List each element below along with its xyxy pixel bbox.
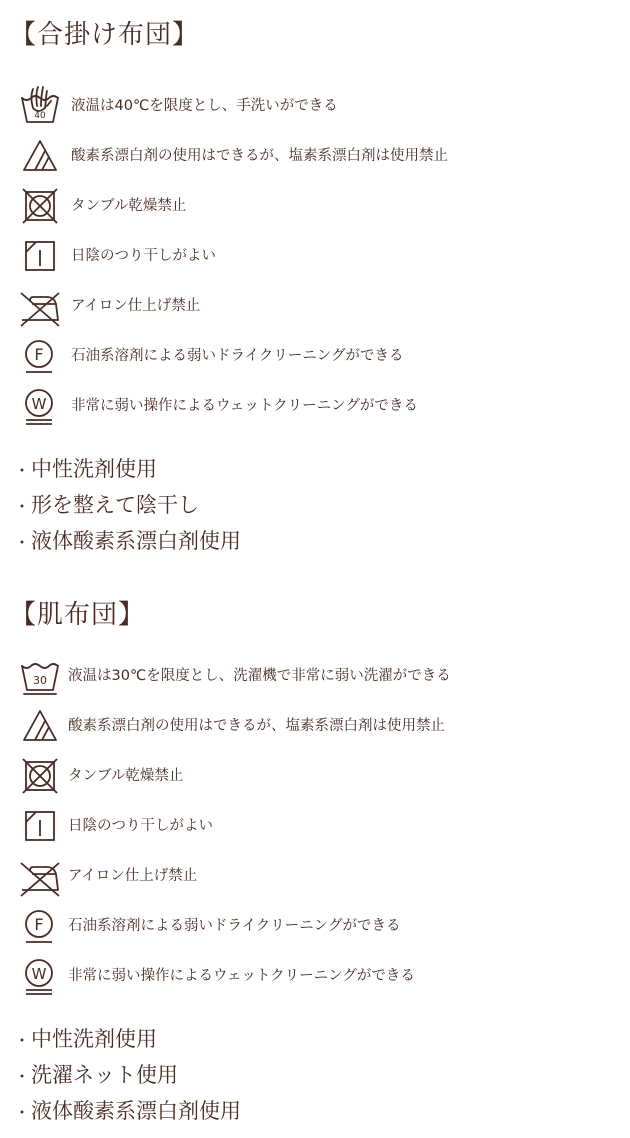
care-text: アイロン仕上げ禁止 bbox=[68, 868, 198, 884]
no-tumble-dry-icon bbox=[18, 754, 62, 798]
care-text: 日陰のつり干しがよい bbox=[71, 248, 216, 264]
care-row bbox=[0, 902, 630, 950]
section-title: 【合掛け布団】 bbox=[10, 20, 200, 50]
petroleum-dry-clean-icon bbox=[18, 334, 62, 378]
note-text: 液体酸素系漂白剤使用 bbox=[31, 529, 241, 553]
oxygen-bleach-icon bbox=[18, 704, 62, 748]
care-row bbox=[0, 132, 630, 180]
care-row bbox=[0, 852, 630, 900]
care-row bbox=[0, 652, 630, 700]
wet-clean-icon bbox=[18, 954, 62, 998]
machine-wash-icon bbox=[18, 654, 62, 698]
shade-line-dry-icon bbox=[18, 804, 62, 848]
care-text: 液温は30℃を限度とし、洗濯機で非常に弱い洗濯ができる bbox=[68, 668, 451, 684]
care-row bbox=[0, 332, 630, 380]
care-text: 石油系溶剤による弱いドライクリーニングができる bbox=[68, 918, 401, 934]
bullet-icon: ・ bbox=[14, 1067, 31, 1086]
hand-wash-temp: 40 bbox=[34, 111, 46, 121]
care-text: 酸素系漂白剤の使用はできるが、塩素系漂白剤は使用禁止 bbox=[71, 148, 448, 164]
wet-clean-letter: W bbox=[31, 395, 47, 413]
care-text: 非常に弱い操作によるウェットクリーニングができる bbox=[71, 398, 418, 414]
bullet-icon: ・ bbox=[14, 533, 31, 552]
note-item bbox=[14, 1058, 178, 1092]
dry-clean-letter: F bbox=[34, 345, 44, 364]
wet-clean-icon bbox=[18, 384, 62, 428]
care-row bbox=[0, 182, 630, 230]
note-item bbox=[14, 452, 157, 486]
bullet-icon: ・ bbox=[14, 1103, 31, 1122]
no-iron-icon bbox=[18, 284, 62, 328]
care-text: タンブル乾燥禁止 bbox=[68, 768, 184, 784]
care-row bbox=[0, 802, 630, 850]
care-text: 石油系溶剤による弱いドライクリーニングができる bbox=[71, 348, 404, 364]
oxygen-bleach-icon bbox=[18, 134, 62, 178]
care-row bbox=[0, 232, 630, 280]
note-item bbox=[14, 1094, 241, 1128]
no-tumble-dry-icon bbox=[18, 184, 62, 228]
care-row bbox=[0, 282, 630, 330]
no-iron-icon bbox=[18, 854, 62, 898]
care-text: 非常に弱い操作によるウェットクリーニングができる bbox=[68, 968, 415, 984]
note-item bbox=[14, 1022, 157, 1056]
wet-clean-letter: W bbox=[31, 965, 47, 983]
section-title: 【肌布団】 bbox=[10, 600, 146, 630]
shade-line-dry-icon bbox=[18, 234, 62, 278]
care-text: 液温は40℃を限度とし、手洗いができる bbox=[71, 98, 338, 114]
care-row bbox=[0, 382, 630, 430]
bullet-icon: ・ bbox=[14, 497, 31, 516]
care-text: タンブル乾燥禁止 bbox=[71, 198, 187, 214]
dry-clean-letter: F bbox=[34, 915, 44, 934]
care-text: アイロン仕上げ禁止 bbox=[71, 298, 201, 314]
hand-wash-icon bbox=[18, 84, 62, 128]
care-row bbox=[0, 952, 630, 1000]
care-text: 酸素系漂白剤の使用はできるが、塩素系漂白剤は使用禁止 bbox=[68, 718, 445, 734]
care-text: 日陰のつり干しがよい bbox=[68, 818, 213, 834]
machine-wash-temp: 30 bbox=[33, 674, 47, 687]
care-row bbox=[0, 752, 630, 800]
note-text: 液体酸素系漂白剤使用 bbox=[31, 1099, 241, 1123]
note-text: 洗濯ネット使用 bbox=[31, 1063, 178, 1087]
note-text: 形を整えて陰干し bbox=[31, 493, 199, 517]
bullet-icon: ・ bbox=[14, 1031, 31, 1050]
note-text: 中性洗剤使用 bbox=[31, 1027, 157, 1051]
bullet-icon: ・ bbox=[14, 461, 31, 480]
note-item bbox=[14, 524, 241, 558]
note-item bbox=[14, 488, 199, 522]
petroleum-dry-clean-icon bbox=[18, 904, 62, 948]
note-text: 中性洗剤使用 bbox=[31, 457, 157, 481]
care-row bbox=[0, 702, 630, 750]
care-row bbox=[0, 82, 630, 130]
